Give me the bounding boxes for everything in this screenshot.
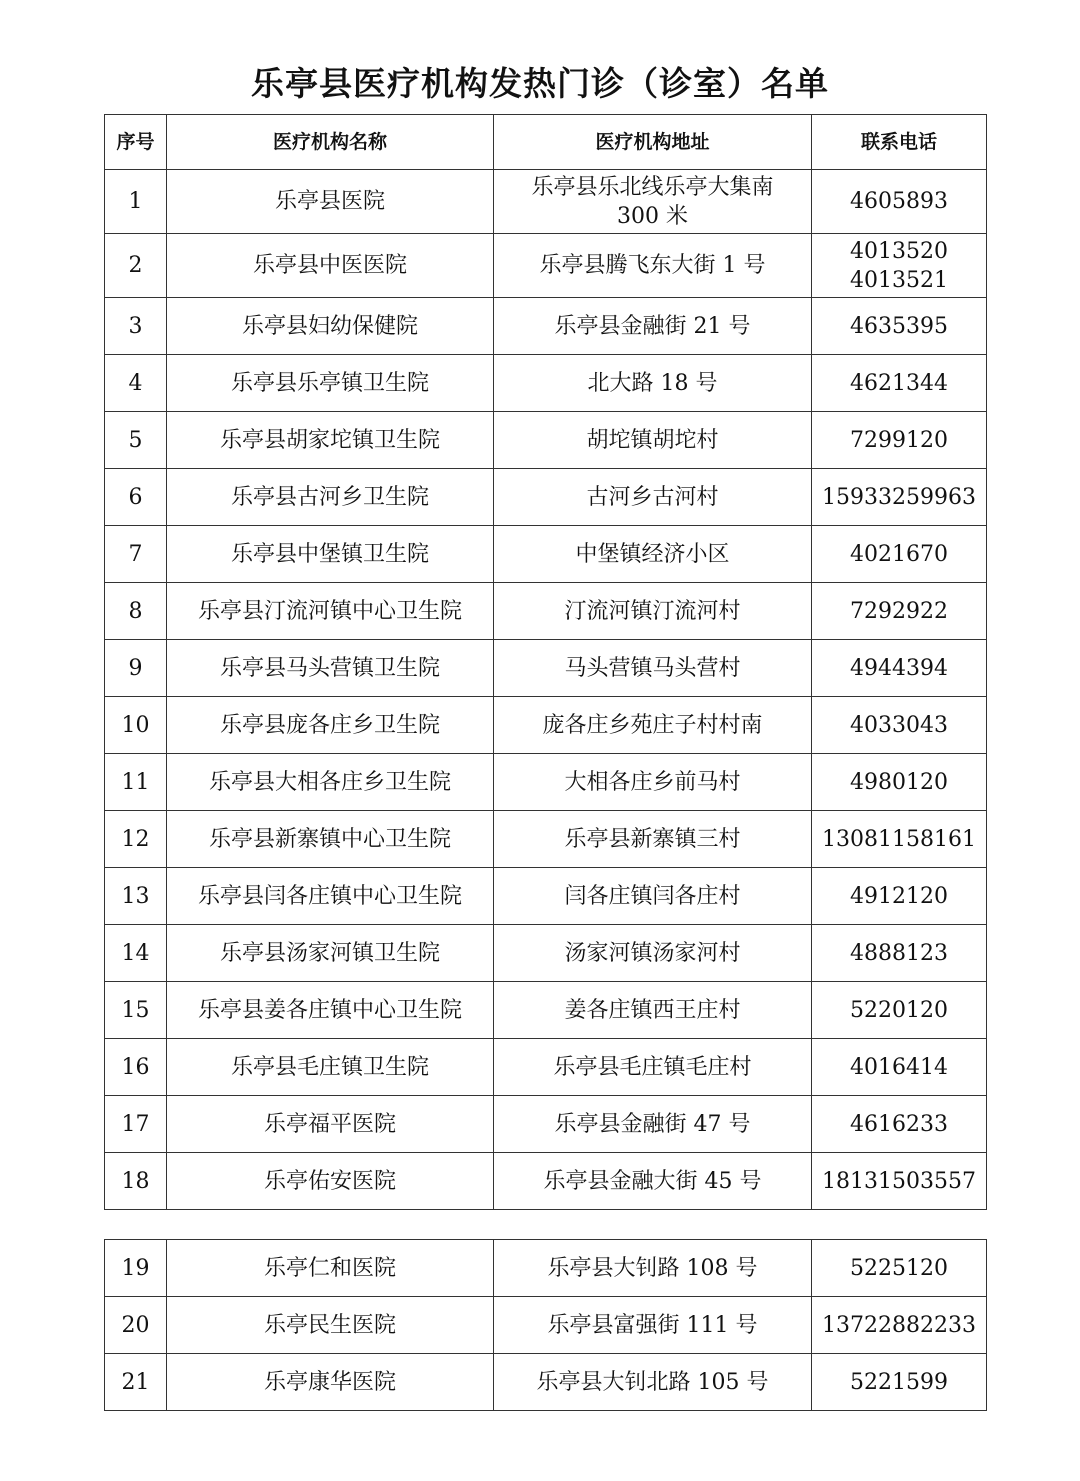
contact-phone: 4021670	[850, 541, 948, 567]
header-phone: 联系电话	[812, 115, 987, 170]
table-row	[105, 640, 987, 697]
institution-address: 乐亭县金融街 47 号	[554, 1111, 751, 1137]
institution-address-cell	[494, 697, 812, 754]
row-number: 19	[105, 1240, 167, 1297]
table-row	[105, 1297, 987, 1354]
contact-phone: 18131503557	[822, 1168, 976, 1194]
institution-name: 乐亭县医院	[167, 170, 494, 234]
table-row	[105, 298, 987, 355]
institution-name: 乐亭佑安医院	[167, 1153, 494, 1210]
contact-phone: 5220120	[850, 997, 948, 1023]
header-name: 医疗机构名称	[167, 115, 494, 170]
institution-address: 乐亭县新寨镇三村	[564, 826, 741, 852]
contact-phone-cell	[812, 1153, 987, 1210]
contact-phone-cell	[812, 811, 987, 868]
table-row	[105, 170, 987, 234]
row-number: 15	[105, 982, 167, 1039]
contact-phone-cell	[812, 982, 987, 1039]
contact-phone: 5221599	[850, 1369, 948, 1395]
contact-phone-cell	[812, 640, 987, 697]
clinic-table-continued-body	[105, 1240, 987, 1411]
table-row	[105, 982, 987, 1039]
contact-phone: 5225120	[850, 1255, 948, 1281]
row-number: 6	[105, 469, 167, 526]
contact-phone: 4888123	[850, 940, 948, 966]
table-row	[105, 925, 987, 982]
institution-address-cell	[494, 526, 812, 583]
institution-address: 古河乡古河村	[586, 484, 719, 510]
row-number: 20	[105, 1297, 167, 1354]
contact-phone: 4033043	[850, 712, 948, 738]
contact-phone-cell	[812, 754, 987, 811]
institution-name: 乐亭县闫各庄镇中心卫生院	[167, 868, 494, 925]
contact-phone: 4621344	[850, 370, 948, 396]
table-row	[105, 526, 987, 583]
contact-phone-cell	[812, 1096, 987, 1153]
contact-phone-cell	[812, 234, 987, 298]
header-address: 医疗机构地址	[494, 115, 812, 170]
institution-name: 乐亭县妇幼保健院	[167, 298, 494, 355]
institution-address-cell	[494, 925, 812, 982]
institution-name: 乐亭康华医院	[167, 1354, 494, 1411]
contact-phone-cell	[812, 1297, 987, 1354]
contact-phone: 4013521	[850, 267, 948, 293]
institution-address-cell	[494, 811, 812, 868]
contact-phone-cell	[812, 298, 987, 355]
table-row	[105, 868, 987, 925]
page-title: 乐亭县医疗机构发热门诊（诊室）名单	[251, 64, 829, 103]
institution-address: 乐亭县乐北线乐亭大集南 300 米	[531, 174, 774, 229]
contact-phone: 7299120	[850, 427, 948, 453]
institution-name: 乐亭县胡家坨镇卫生院	[167, 412, 494, 469]
institution-address-cell	[494, 1153, 812, 1210]
row-number: 2	[105, 234, 167, 298]
institution-name: 乐亭县汤家河镇卫生院	[167, 925, 494, 982]
clinic-table	[104, 114, 987, 1210]
institution-address-cell	[494, 469, 812, 526]
row-number: 12	[105, 811, 167, 868]
institution-address: 姜各庄镇西王庄村	[564, 997, 741, 1023]
institution-address-cell	[494, 754, 812, 811]
institution-address-cell	[494, 1039, 812, 1096]
row-number: 14	[105, 925, 167, 982]
institution-address: 乐亭县毛庄镇毛庄村	[553, 1054, 752, 1080]
institution-name: 乐亭县中医医院	[167, 234, 494, 298]
institution-name: 乐亭民生医院	[167, 1297, 494, 1354]
institution-address-cell	[494, 982, 812, 1039]
contact-phone: 4605893	[850, 189, 948, 214]
institution-address: 北大路 18 号	[587, 370, 718, 396]
table-row	[105, 1153, 987, 1210]
table-row	[105, 811, 987, 868]
contact-phone: 4912120	[850, 883, 948, 909]
contact-phone: 13722882233	[822, 1312, 976, 1338]
contact-phone-cell	[812, 925, 987, 982]
row-number: 3	[105, 298, 167, 355]
table-row	[105, 697, 987, 754]
institution-address-cell	[494, 234, 812, 298]
header-no: 序号	[105, 115, 167, 170]
institution-name: 乐亭县乐亭镇卫生院	[167, 355, 494, 412]
institution-address: 庞各庄乡苑庄子村村南	[542, 712, 763, 738]
institution-name: 乐亭县马头营镇卫生院	[167, 640, 494, 697]
institution-address-cell	[494, 583, 812, 640]
institution-address: 乐亭县富强街 111 号	[547, 1312, 758, 1338]
contact-phone: 7292922	[850, 598, 948, 624]
table-row	[105, 469, 987, 526]
institution-address: 乐亭县大钊路 108 号	[547, 1255, 758, 1281]
institution-name: 乐亭县庞各庄乡卫生院	[167, 697, 494, 754]
institution-address: 乐亭县腾飞东大街 1 号	[539, 253, 766, 278]
table-row	[105, 412, 987, 469]
institution-address: 大相各庄乡前马村	[564, 769, 741, 795]
institution-name: 乐亭县大相各庄乡卫生院	[167, 754, 494, 811]
institution-address-cell	[494, 1240, 812, 1297]
contact-phone-cell	[812, 355, 987, 412]
contact-phone: 4944394	[850, 655, 948, 681]
contact-phone-cell	[812, 868, 987, 925]
institution-name: 乐亭仁和医院	[167, 1240, 494, 1297]
institution-address: 汤家河镇汤家河村	[564, 940, 741, 966]
institution-name: 乐亭县新寨镇中心卫生院	[167, 811, 494, 868]
table-row	[105, 1039, 987, 1096]
clinic-table-continued	[104, 1239, 987, 1411]
institution-address: 乐亭县金融街 21 号	[554, 313, 751, 339]
table-row	[105, 1354, 987, 1411]
institution-address-cell	[494, 1354, 812, 1411]
contact-phone: 4635395	[850, 313, 948, 339]
institution-address-cell	[494, 170, 812, 234]
institution-address: 马头营镇马头营村	[564, 655, 741, 681]
institution-address-cell	[494, 1096, 812, 1153]
contact-phone-cell	[812, 1240, 987, 1297]
row-number: 5	[105, 412, 167, 469]
contact-phone: 4980120	[850, 769, 948, 795]
table-row	[105, 583, 987, 640]
row-number: 7	[105, 526, 167, 583]
contact-phone-cell	[812, 1039, 987, 1096]
contact-phone: 4616233	[850, 1111, 948, 1137]
institution-address: 乐亭县金融大街 45 号	[543, 1168, 762, 1194]
contact-phone-cell	[812, 412, 987, 469]
contact-phone: 13081158161	[822, 826, 976, 852]
institution-address-cell	[494, 868, 812, 925]
row-number: 9	[105, 640, 167, 697]
row-number: 17	[105, 1096, 167, 1153]
contact-phone-cell	[812, 1354, 987, 1411]
institution-address-cell	[494, 298, 812, 355]
institution-name: 乐亭县古河乡卫生院	[167, 469, 494, 526]
table-row	[105, 234, 987, 298]
contact-phone-cell	[812, 170, 987, 234]
table-row	[105, 754, 987, 811]
contact-phone-cell	[812, 583, 987, 640]
row-number: 1	[105, 170, 167, 234]
contact-phone: 4016414	[850, 1054, 948, 1080]
row-number: 16	[105, 1039, 167, 1096]
row-number: 8	[105, 583, 167, 640]
institution-address: 中堡镇经济小区	[575, 541, 730, 567]
row-number: 10	[105, 697, 167, 754]
institution-address: 汀流河镇汀流河村	[564, 598, 741, 624]
institution-address-cell	[494, 412, 812, 469]
contact-phone-cell	[812, 526, 987, 583]
institution-address-cell	[494, 355, 812, 412]
table-header-row	[105, 115, 987, 170]
row-number: 4	[105, 355, 167, 412]
contact-phone-cell	[812, 697, 987, 754]
institution-address-cell	[494, 1297, 812, 1354]
institution-name: 乐亭县姜各庄镇中心卫生院	[167, 982, 494, 1039]
institution-address: 闫各庄镇闫各庄村	[564, 883, 741, 909]
institution-address-cell	[494, 640, 812, 697]
institution-name: 乐亭县毛庄镇卫生院	[167, 1039, 494, 1096]
contact-phone: 4013520	[850, 238, 948, 264]
institution-name: 乐亭县汀流河镇中心卫生院	[167, 583, 494, 640]
row-number: 18	[105, 1153, 167, 1210]
institution-name: 乐亭县中堡镇卫生院	[167, 526, 494, 583]
table-row	[105, 1096, 987, 1153]
row-number: 21	[105, 1354, 167, 1411]
table-row	[105, 355, 987, 412]
row-number: 11	[105, 754, 167, 811]
clinic-table-body	[105, 170, 987, 1210]
row-number: 13	[105, 868, 167, 925]
table-row	[105, 1240, 987, 1297]
contact-phone: 15933259963	[822, 484, 976, 510]
institution-name: 乐亭福平医院	[167, 1096, 494, 1153]
institution-address: 胡坨镇胡坨村	[586, 427, 719, 453]
contact-phone-cell	[812, 469, 987, 526]
institution-address: 乐亭县大钊北路 105 号	[536, 1369, 769, 1395]
